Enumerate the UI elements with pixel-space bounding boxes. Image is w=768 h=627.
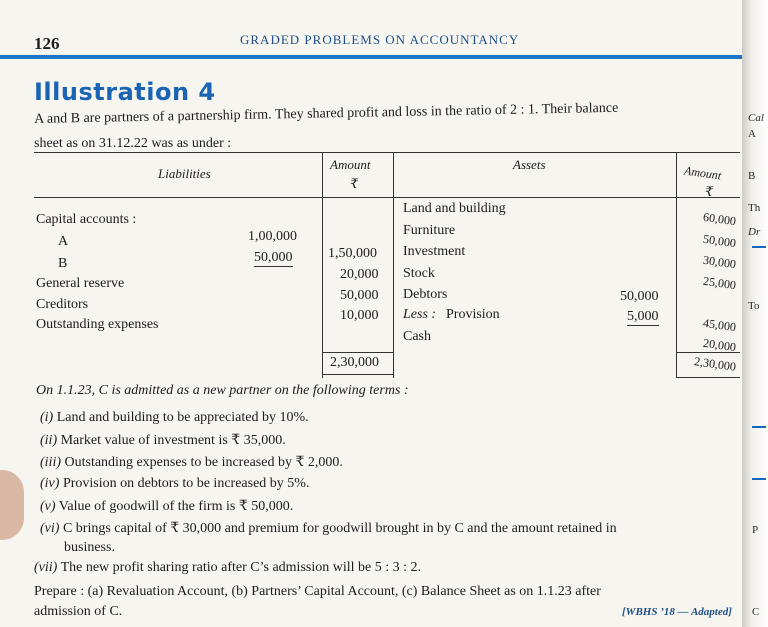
cash-label: Cash [403,329,431,344]
prepare-line-2: admission of C. [34,604,123,619]
partner-a-label: A [58,234,69,249]
intro-line-1: A and B are partners of a partnership firm. They shared profit and loss in the ratio of 2 : 1. Their balance [34,100,619,127]
debtors-net-value: 45,000 [702,315,737,335]
partner-a-value: 1,00,000 [248,229,297,244]
term-item [40,454,343,471]
edge-fragment: B [748,170,756,182]
next-page-edge [742,0,768,627]
header-currency: ₹ [350,176,359,191]
terms-intro: On 1.1.23, C is admitted as a new partner on the following terms : [36,383,409,398]
table-divider-1 [322,152,323,378]
edge-fragment: Cal [748,112,764,124]
term-item [40,520,617,537]
general-reserve-value: 20,000 [340,267,379,282]
capital-total: 1,50,000 [328,246,377,261]
edge-fragment: C [752,606,760,618]
investment-label: Investment [403,244,466,259]
edge-fragment: Th [748,202,761,214]
liabilities-total: 2,30,000 [330,355,379,370]
header-assets: Assets [513,157,546,172]
term-number: (i) [40,410,54,425]
furniture-value: 50,000 [702,231,737,251]
term-item [40,410,309,426]
term-text: C brings capital of ₹ 30,000 and premium for goodwill brought in by C and the amount retained in [62,521,617,536]
edge-rule [752,478,766,480]
term-text: The new profit sharing ratio after C’s admission will be 5 : 3 : 2. [60,560,422,575]
table-divider-2 [393,152,394,378]
debtors-value: 50,000 [620,289,659,304]
term-item [40,498,293,515]
table-header-rule [34,197,740,198]
term-text: Land and building to be appreciated by 10%. [56,410,309,425]
table-divider-3 [676,152,677,378]
land-value: 60,000 [702,209,737,229]
edge-fragment: Dr [748,226,761,238]
prepare-line-1: Prepare : (a) Revaluation Account, (b) Partners’ Capital Account, (c) Balance Sheet as on 1.1.23 after [34,584,601,599]
term-item [40,432,286,449]
header-amount: Amount [330,157,371,172]
term-number: (ii) [40,433,58,448]
page-number: 126 [34,34,60,53]
stock-label: Stock [403,266,435,281]
edge-fragment: P [752,524,759,536]
total-rule-left-bottom [322,374,393,375]
term-text: Value of goodwill of the firm is ₹ 50,000. [58,499,294,514]
term-number: (vii) [34,560,58,575]
header-currency-right: ₹ [705,184,714,199]
illustration-title: Illustration 4 [34,78,216,106]
creditors-label: Creditors [36,297,89,312]
thumb-photo-artifact [0,470,24,540]
term-text: Market value of investment is ₹ 35,000. [60,433,286,448]
citation: [WBHS ’18 — Adapted] [622,606,732,618]
edge-fragment: A [748,128,756,140]
edge-fragment: To [748,300,760,312]
general-reserve-label: General reserve [36,276,125,291]
header-rule [0,55,742,59]
running-title: GRADED PROBLEMS ON ACCOUNTANCY [240,32,520,47]
term-number: (vi) [40,521,60,536]
header-amount-right: Amount [683,163,723,183]
intro-line-2: sheet as on 31.12.22 was as under : [34,136,232,151]
investment-value: 30,000 [702,252,737,272]
total-rule-left-top [322,352,393,353]
term-text-continued: business. [64,540,115,555]
term-number: (iv) [40,476,60,491]
header-liabilities: Liabilities [158,166,211,181]
stock-value: 25,000 [702,273,737,293]
cash-value: 20,000 [702,335,737,355]
outstanding-value: 10,000 [340,308,379,323]
assets-total: 2,30,000 [693,354,737,374]
provision-label: Provision [446,307,500,322]
term-text: Provision on debtors to be increased by 5%. [62,476,310,491]
table-top-rule [34,152,740,153]
term-number: (iii) [40,455,61,470]
term-item [40,476,309,492]
land-label: Land and building [403,201,506,216]
term-text: Outstanding expenses to be increased by ₹ 2,000. [64,455,343,470]
total-rule-right-bottom [676,377,740,378]
edge-rule [752,426,766,428]
less-label: Less : [403,307,437,322]
creditors-value: 50,000 [340,288,379,303]
capital-label: Capital accounts : [36,212,137,227]
term-item [34,560,421,576]
partner-b-label: B [58,256,68,271]
debtors-label: Debtors [403,287,448,302]
edge-rule [752,246,766,248]
furniture-label: Furniture [403,223,456,238]
term-number: (v) [40,499,56,514]
provision-value: 5,000 [627,309,659,324]
outstanding-label: Outstanding expenses [36,317,159,332]
partner-b-value: 50,000 [254,250,293,265]
